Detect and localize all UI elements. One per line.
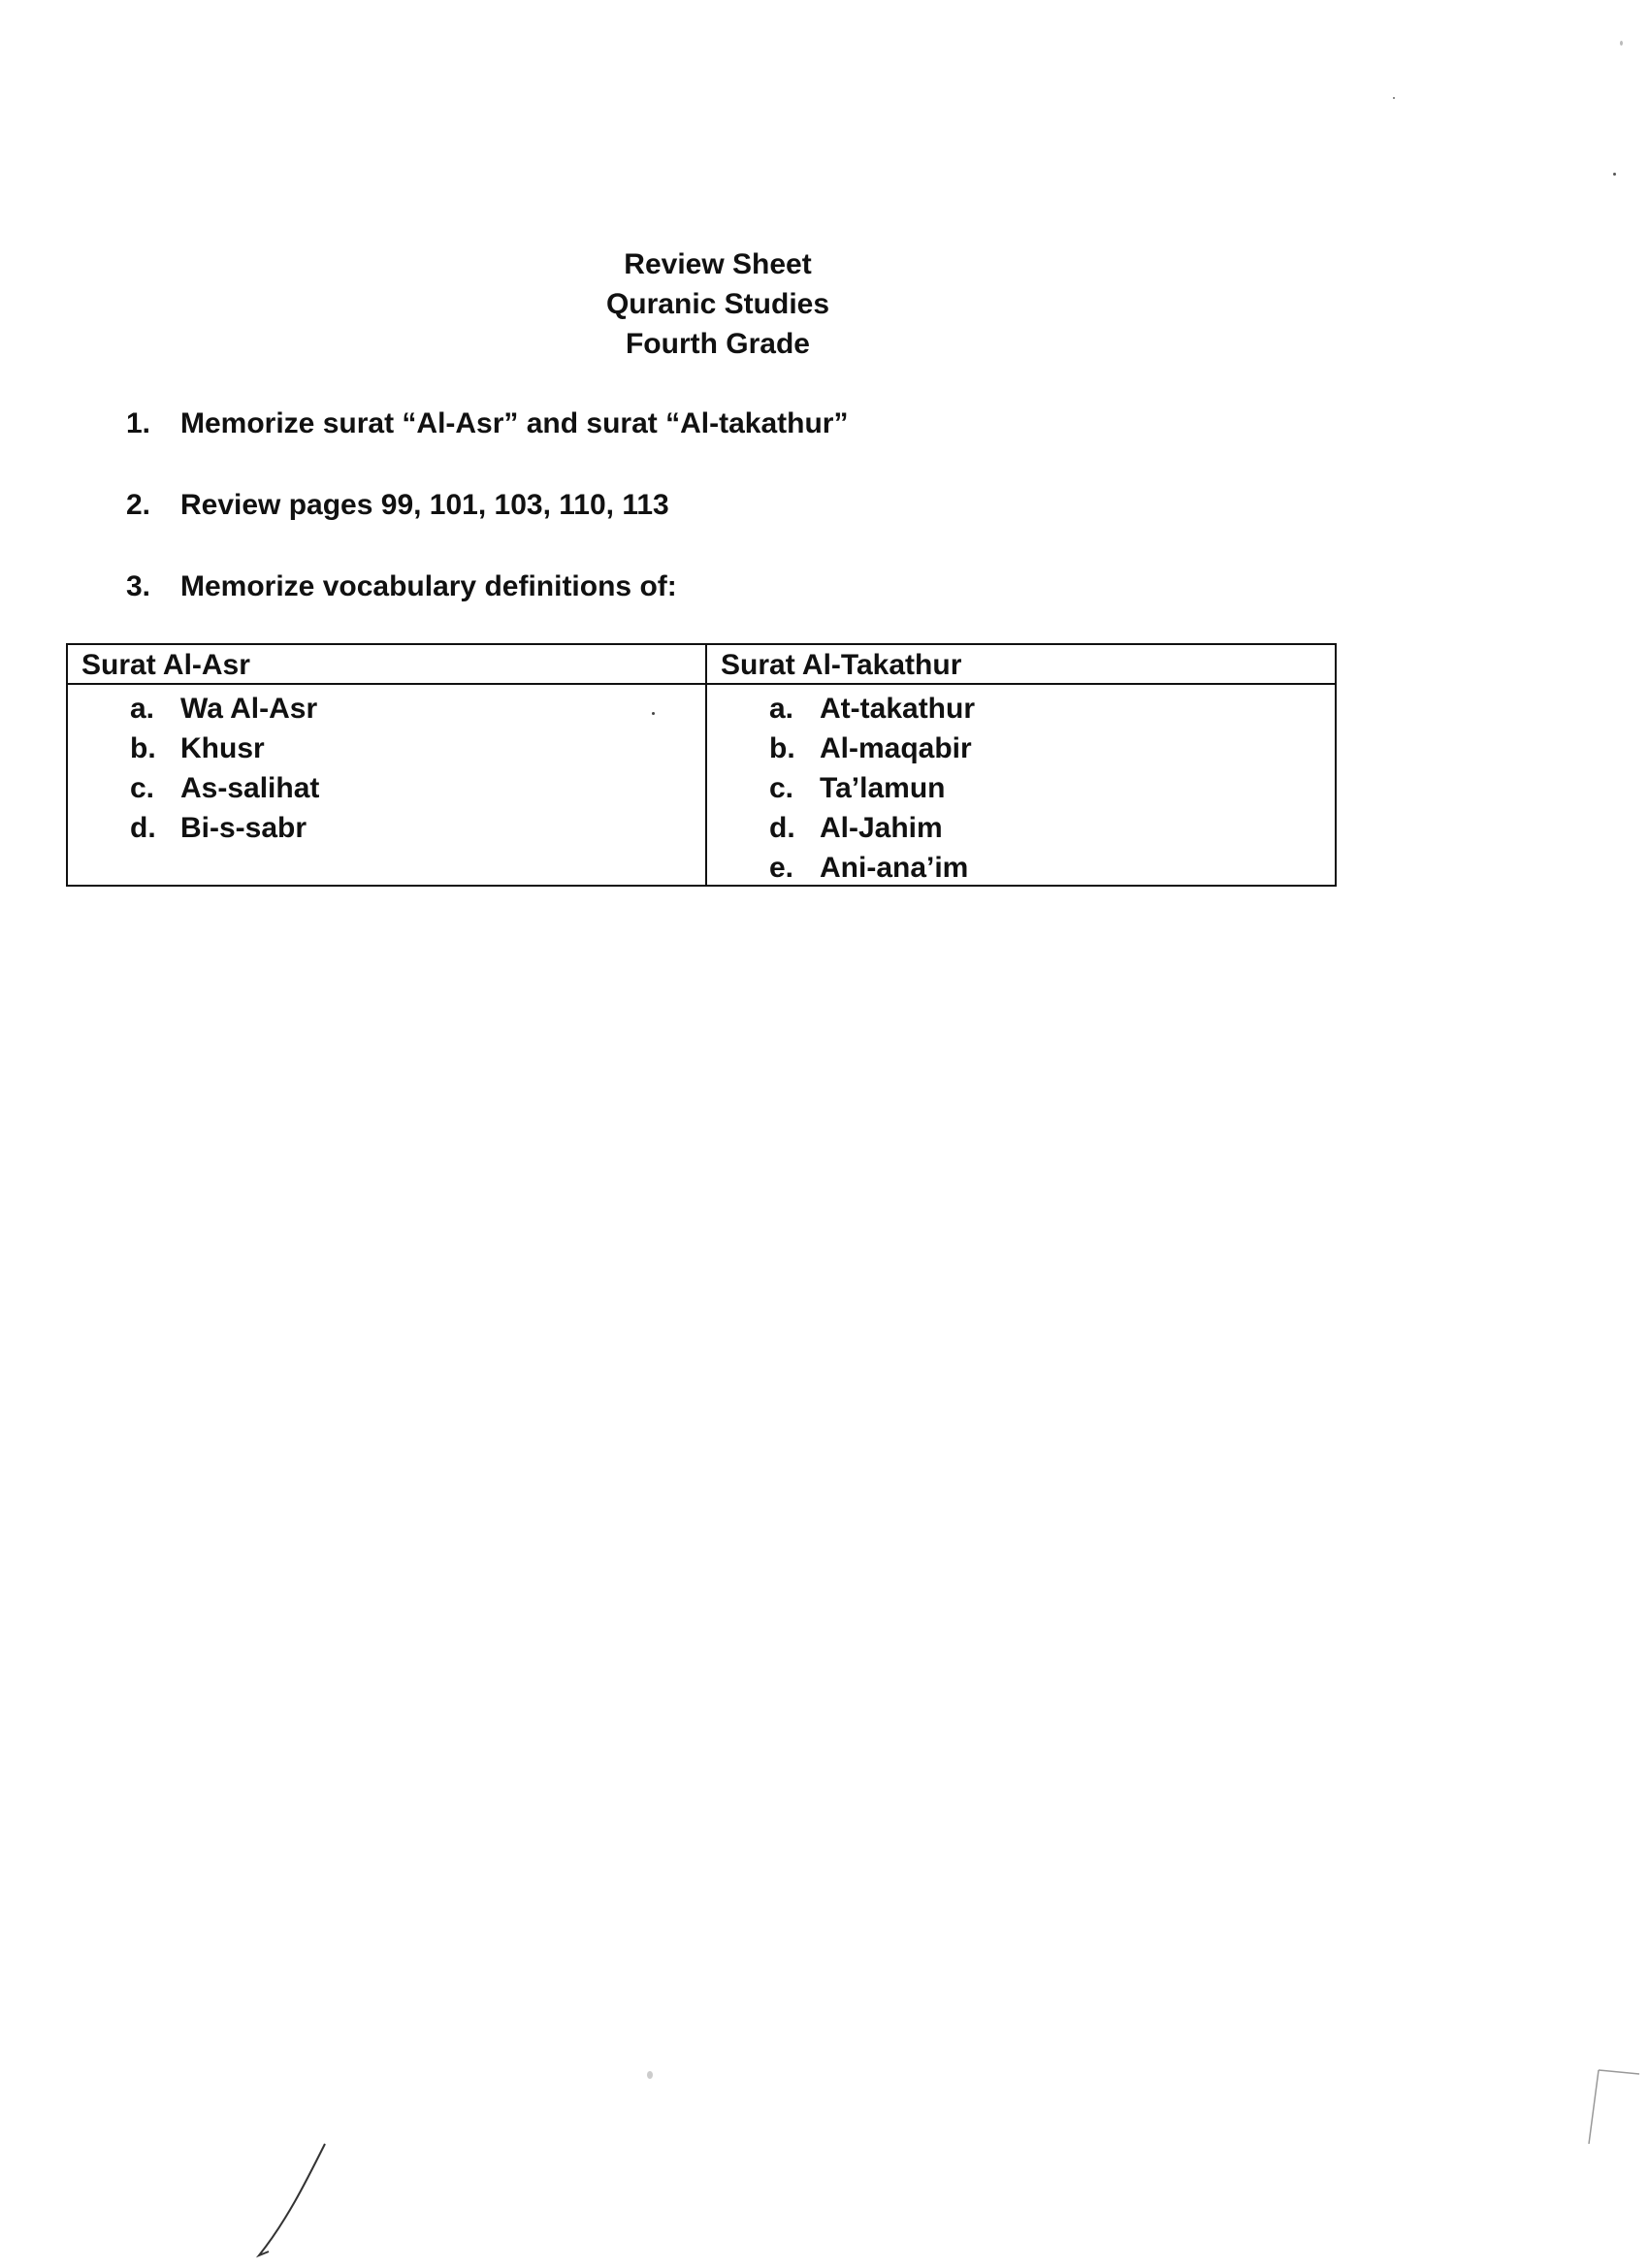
item-term: Ta’lamun (820, 772, 946, 804)
instruction-list (126, 407, 848, 652)
item-letter: a. (130, 693, 155, 725)
instruction-number: 3. (126, 570, 151, 602)
column-heading: Surat Al-Takathur (707, 645, 1335, 685)
item-letter: d. (130, 812, 156, 844)
item-term: At-takathur (820, 693, 976, 725)
document-header (0, 244, 1436, 364)
vocabulary-item (68, 808, 705, 848)
instruction-text: Memorize vocabulary definitions of: (180, 570, 677, 602)
item-term: Bi-s-sabr (180, 812, 307, 844)
item-letter: e. (769, 852, 794, 884)
vocabulary-item (707, 808, 1335, 848)
vocabulary-list (707, 685, 1335, 888)
item-term: Ani-ana’im (820, 852, 969, 884)
vocabulary-item (68, 689, 705, 729)
item-term: Al-Jahim (820, 812, 943, 844)
vocabulary-item (68, 729, 705, 768)
item-letter: c. (769, 772, 794, 804)
instruction-text: Review pages 99, 101, 103, 110, 113 (180, 489, 669, 521)
instruction-text: Memorize surat “Al-Asr” and surat “Al-takathur” (180, 407, 849, 439)
scan-mark-pen-stroke (247, 2139, 335, 2265)
item-term: Wa Al-Asr (180, 693, 318, 725)
vocabulary-table (66, 643, 1337, 887)
instruction-item (126, 407, 848, 489)
item-letter: a. (769, 693, 794, 725)
column-heading: Surat Al-Asr (68, 645, 705, 685)
item-term: Khusr (180, 732, 265, 764)
vocabulary-item (707, 689, 1335, 729)
vocabulary-column-al-takathur (707, 645, 1335, 885)
vocabulary-item (707, 768, 1335, 808)
instruction-item (126, 489, 848, 570)
instruction-number: 1. (126, 407, 151, 439)
vocabulary-column-al-asr (68, 645, 707, 885)
item-term: As-salihat (180, 772, 320, 804)
vocabulary-item (707, 729, 1335, 768)
document-grade: Fourth Grade (625, 328, 810, 360)
item-term: Al-maqabir (820, 732, 972, 764)
instruction-number: 2. (126, 489, 151, 521)
item-letter: c. (130, 772, 155, 804)
document-title: Review Sheet (624, 248, 812, 280)
item-letter: d. (769, 812, 795, 844)
instruction-item (126, 570, 848, 652)
scan-mark-corner (1581, 2066, 1649, 2163)
scan-dot (1393, 97, 1395, 99)
document-subject: Quranic Studies (605, 288, 830, 320)
item-letter: b. (130, 732, 156, 764)
vocabulary-item (707, 848, 1335, 888)
item-letter: b. (769, 732, 795, 764)
scan-dot (1620, 41, 1623, 46)
vocabulary-list (68, 685, 705, 848)
vocabulary-item (68, 768, 705, 808)
scan-dot (652, 712, 655, 715)
scan-dot (647, 2071, 653, 2079)
scan-dot (1613, 173, 1616, 176)
